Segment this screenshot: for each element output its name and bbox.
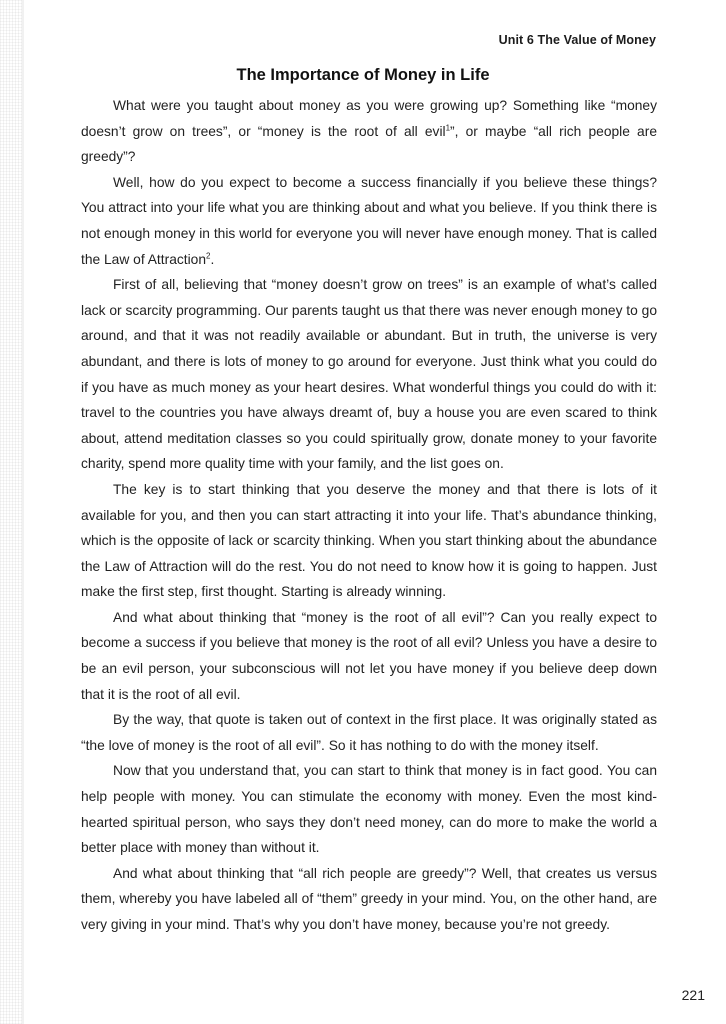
page-binding-edge xyxy=(0,0,22,1024)
paragraph-2 xyxy=(81,170,657,272)
footnote-marker-2: 2 xyxy=(206,250,211,260)
footnote-marker-1: 1 xyxy=(445,123,451,132)
paragraph-3: First of all, believing that “money doesn’t grow on trees” is an example of what’s called lack or scarcity programming. Our parents taught us that there was never enough money to go around, and that it was not readily available or abundant. But in truth, the universe is very abundant, and there is lots of money to go around for everyone. Just think what you could do if you have as much money as your heart desires. What wonderful things you could do with it: travel to the countries you have always dreamt of, buy a house you are even scared to think about, attend meditation classes so you could spiritually grow, donate money to your favorite charity, spend more quality time with your family, and the list goes on. xyxy=(81,277,657,472)
paragraph-1-text-before-footnote: What were you taught about money as you were growing up? Something like “money doesn’t grow on trees”, or “money is the root of all evil xyxy=(81,98,657,139)
article-title: The Importance of Money in Life xyxy=(236,66,490,84)
paragraph-6: By the way, that quote is taken out of context in the first place. It was originally stated as “the love of money is the root of all evil”. So it has nothing to do with the money itself. xyxy=(81,712,657,753)
paragraph-5: And what about thinking that “money is the root of all evil”? Can you really expect to become a success if you believe that money is the root of all evil? Unless you have a desire to be an evil person, your subconscious will not let you have money if you believe deep down that it is the root of all evil. xyxy=(81,609,657,702)
paragraph-7: Now that you understand that, you can start to think that money is in fact good. You can help people with money. You can stimulate the economy with money. Even the most kind-hearted spiritual person, who says they don’t need money, can do more to make the world a better place with money than without it. xyxy=(81,763,657,856)
paragraph-8: And what about thinking that “all rich people are greedy”? Well, that creates us versus them, whereby you have labeled all of “them” greedy in your mind. You, on the other hand, are very giving in your mind. That’s why you don’t have money, because you’re not greedy. xyxy=(81,865,657,932)
article-body xyxy=(81,93,657,938)
paragraph-1 xyxy=(81,93,657,170)
paragraph-4: The key is to start thinking that you deserve the money and that there is lots of it available for you, and then you can start attracting it into your life. That’s abundance thinking, which is the opposite of lack or scarcity thinking. When you start thinking about the abundance the Law of Attraction will do the rest. You do not need to know how it is going to happen. Just make the first step, first thought. Starting is already winning. xyxy=(81,481,657,600)
running-header: Unit 6 The Value of Money xyxy=(498,33,656,47)
paragraph-2-text-before-footnote: Well, how do you expect to become a success financially if you believe these things? You attract into your life what you are thinking about and what you believe. If you think there is not enough money in this world for everyone you will never have enough money. That is called the Law of Attraction xyxy=(81,174,657,267)
paragraph-2-text-after-footnote: . xyxy=(210,251,215,267)
paragraph-1-text-after-footnote: ”, or maybe “all rich people are greedy”? xyxy=(81,123,657,165)
page-number: 221 xyxy=(681,987,705,1003)
